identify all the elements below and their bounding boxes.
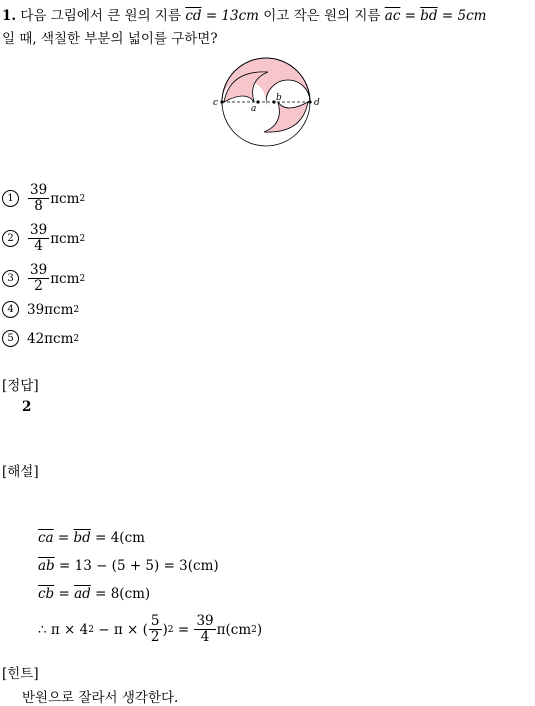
option-mark-3: 3 — [2, 270, 19, 287]
solution-heading: [해설] — [2, 464, 39, 480]
option-1-unit: πcm — [50, 190, 80, 207]
solution-line-3: $\overline{cb} = \overline{ad} = 8(cm)$ — [38, 586, 151, 602]
point-d — [308, 100, 311, 103]
figure — [208, 52, 328, 152]
option-mark-4: 4 — [2, 301, 19, 318]
option-1-fraction: $\frac{39}{8}$ — [30, 182, 48, 214]
eq-5cm: = 5cm — [441, 8, 487, 24]
option-4-text: 39πcm — [27, 301, 74, 318]
answer-value: 2 — [22, 399, 32, 415]
option-2-unit: πcm — [50, 230, 80, 247]
eq-sign: = — [404, 8, 416, 24]
option-1-exp: 2 — [79, 193, 86, 204]
option-1[interactable] — [2, 183, 85, 214]
point-a — [256, 100, 259, 103]
option-mark-1: 1 — [2, 190, 19, 207]
solution-line-4: ∴ π × 4 2 − π × ( $\frac{5}{2}$ ) 2 = $\frac{39}{4}$ π(cm 2 ) — [38, 613, 263, 645]
option-3-unit: πcm — [50, 270, 80, 287]
option-mark-2: 2 — [2, 230, 19, 247]
option-2-fraction: $\frac{39}{4}$ — [30, 222, 48, 254]
option-3-exp: 2 — [79, 273, 86, 284]
option-mark-5: 5 — [2, 330, 19, 347]
answer-heading: [정답] — [2, 378, 39, 394]
label-c: c — [213, 98, 219, 108]
label-b: b — [276, 93, 282, 103]
question-line-1 — [2, 4, 486, 24]
question-text-b: 이고 작은 원의 지름 — [263, 8, 381, 24]
option-5-exp: 2 — [73, 333, 80, 344]
segment-bd: $\overline{bd}$ — [420, 8, 438, 24]
option-2[interactable] — [2, 223, 85, 254]
segment-ac: $\overline{ac}$ — [384, 8, 401, 24]
segment-cd: $\overline{cd}$ — [185, 8, 202, 24]
hint-text: 반원으로 잘라서 생각한다. — [22, 690, 179, 706]
option-4-exp: 2 — [73, 304, 80, 315]
question-number: 1. — [2, 8, 17, 24]
label-d: d — [314, 98, 320, 108]
option-5-text: 42πcm — [27, 330, 74, 347]
label-a: a — [251, 104, 257, 114]
solution-line-1: $\overline{ca} = \overline{bd} = 4(cm$ — [38, 530, 145, 546]
option-3[interactable] — [2, 263, 85, 294]
option-5[interactable] — [2, 330, 79, 347]
option-4[interactable] — [2, 301, 79, 318]
point-c — [220, 100, 223, 103]
hint-heading: [힌트] — [2, 666, 39, 682]
option-2-exp: 2 — [79, 233, 86, 244]
option-3-fraction: $\frac{39}{2}$ — [30, 262, 48, 294]
eq-13cm: = 13cm — [205, 8, 259, 24]
question-line-2: 일 때, 색칠한 부분의 넓이를 구하면? — [2, 31, 218, 47]
shaded-region — [222, 58, 310, 146]
solution-line-2: $\overline{ab} = 13 - (5 + 5) = 3(cm)$ — [38, 558, 219, 574]
question-text-a: 다음 그림에서 큰 원의 지름 — [20, 8, 182, 24]
